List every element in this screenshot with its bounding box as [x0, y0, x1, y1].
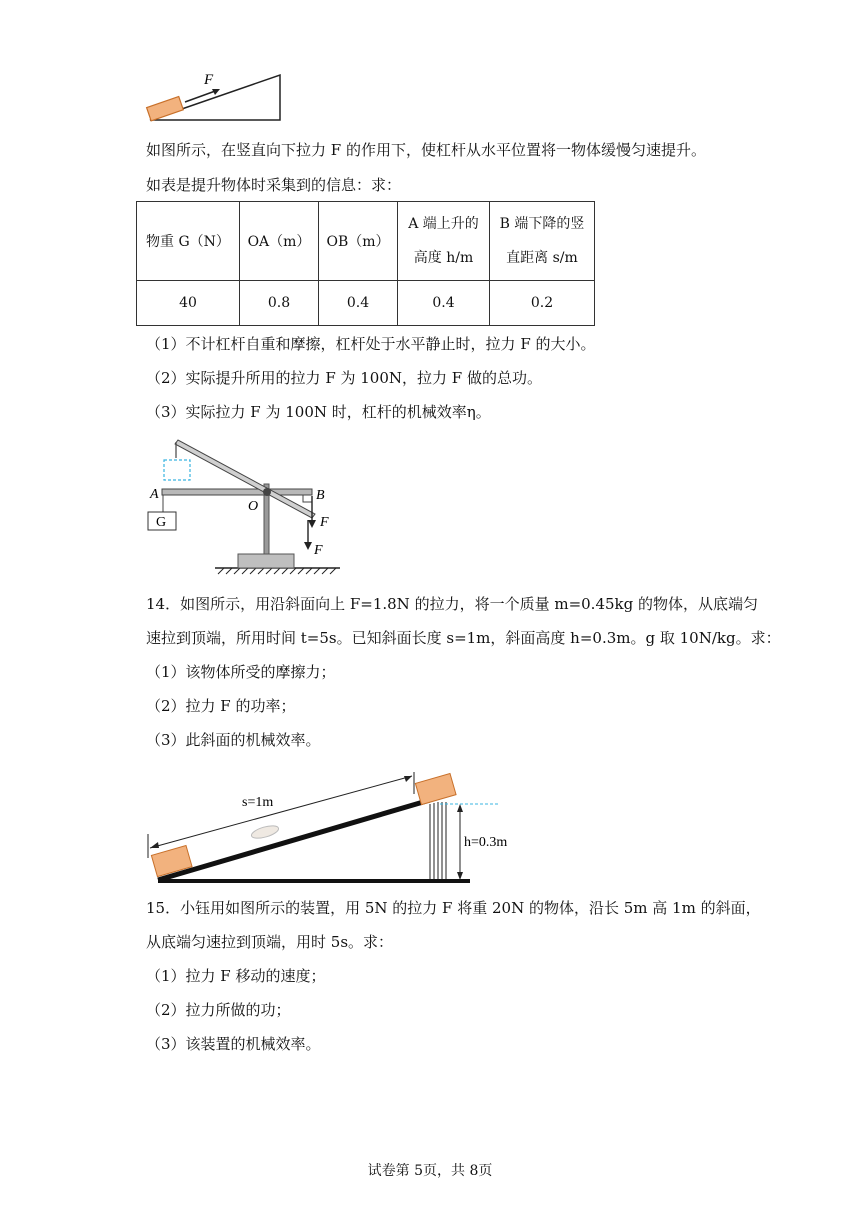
q13-data-table [136, 201, 595, 326]
q14-line1: 14．如图所示，用沿斜面向上 F=1.8N 的拉力，将一个质量 m=0.45kg 的物体，从底端匀 [146, 595, 759, 613]
table-header-row [137, 202, 595, 281]
svg-text:F: F [320, 515, 329, 530]
table-header-cell: A 端上升的 高度 h/m [398, 202, 490, 281]
svg-text:G: G [156, 515, 167, 530]
table-cell: 0.2 [490, 281, 595, 326]
table-header-cell: OB（m） [319, 202, 398, 281]
q15-line2: 从底端匀速拉到顶端，用时 5s。求： [146, 933, 394, 951]
q13-line2: 如表是提升物体时采集到的信息：求： [146, 176, 402, 194]
s-label: s=1m [242, 795, 274, 810]
q13-sub1: （1）不计杠杆自重和摩擦，杠杆处于水平静止时，拉力 F 的大小。 [146, 335, 596, 353]
q13-sub3: （3）实际拉力 F 为 100N 时，杠杆的机械效率η。 [146, 403, 491, 421]
incline-figure-top [140, 70, 285, 125]
table-cell: 40 [137, 281, 240, 326]
table-cell: 0.4 [398, 281, 490, 326]
table-header-cell: 物重 G（N） [137, 202, 240, 281]
q15-line1: 15．小钰用如图所示的装置，用 5N 的拉力 F 将重 20N 的物体，沿长 5m 高 1m 的斜面， [146, 899, 761, 917]
q14-sub3: （3）此斜面的机械效率。 [146, 731, 321, 749]
force-label-top: F [204, 72, 214, 88]
table-header-cell: B 端下降的竖 直距离 s/m [490, 202, 595, 281]
h-label: h=0.3m [464, 835, 508, 850]
q15-sub1: （1）拉力 F 移动的速度； [146, 967, 326, 985]
table-cell: 0.8 [240, 281, 319, 326]
table-cell: 0.4 [319, 281, 398, 326]
lever-figure [140, 436, 350, 576]
table-header-cell: OA（m） [240, 202, 319, 281]
q13-line1: 如图所示，在竖直向下拉力 F 的作用下，使杠杆从水平位置将一物体缓慢匀速提升。 [146, 141, 706, 159]
table-row [137, 281, 595, 326]
q15-sub2: （2）拉力所做的功； [146, 1001, 291, 1019]
svg-text:B: B [316, 488, 325, 503]
q14-sub2: （2）拉力 F 的功率； [146, 697, 296, 715]
svg-text:A: A [150, 487, 159, 502]
q13-sub2: （2）实际提升所用的拉力 F 为 100N，拉力 F 做的总功。 [146, 369, 542, 387]
page-footer: 试卷第 5页，共 8页 [367, 1163, 493, 1179]
incline-figure-q14 [140, 762, 520, 890]
q14-line2: 速拉到顶端，所用时间 t=5s。已知斜面长度 s=1m，斜面高度 h=0.3m。g 取 10N/kg。求： [146, 629, 781, 647]
svg-text:F: F [314, 543, 323, 558]
q14-sub1: （1）该物体所受的摩擦力； [146, 663, 336, 681]
q15-sub3: （3）该装置的机械效率。 [146, 1035, 321, 1053]
svg-text:O: O [248, 499, 259, 514]
